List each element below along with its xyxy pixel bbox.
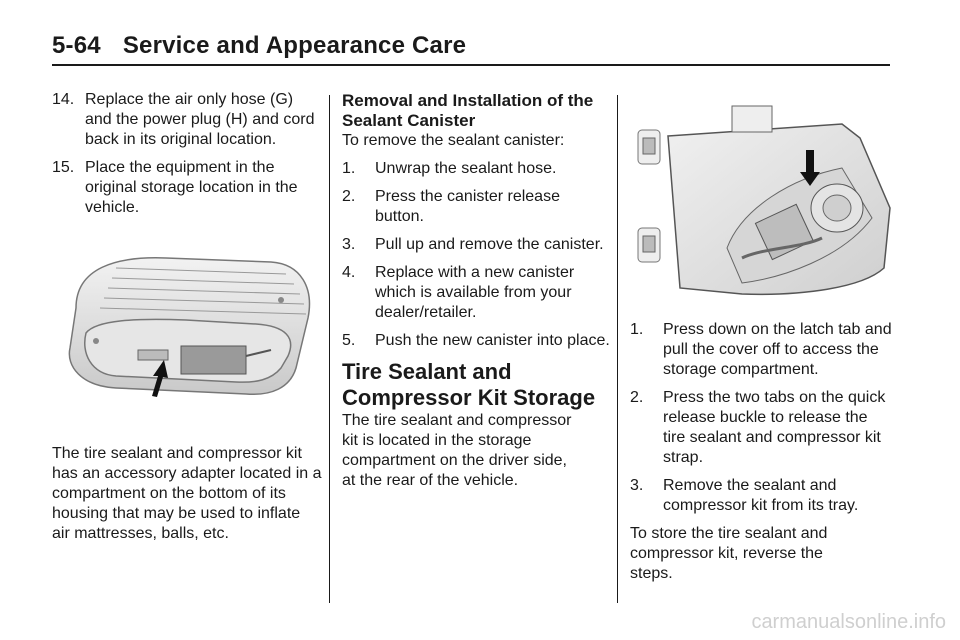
- step-15: [52, 158, 322, 218]
- step-number: 3.: [342, 236, 356, 253]
- step-14: [52, 90, 322, 150]
- reverse-steps-paragraph: To store the tire sealant and compressor kit, reverse the steps.: [630, 525, 828, 582]
- step-number: 15.: [52, 159, 75, 176]
- step-text: Replace with a new canister which is available from your dealer/retailer.: [375, 264, 575, 321]
- step-number: 2.: [630, 389, 644, 406]
- removal-step-2: [342, 187, 610, 227]
- removal-step-1: [342, 159, 610, 179]
- step-text: Press the canister release button.: [375, 188, 560, 225]
- watermark: carmanualsonline.info: [751, 611, 946, 633]
- storage-paragraph: The tire sealant and compressor kit is located in the storage compartment on the driver side, at the rear of the vehicle.: [342, 412, 572, 489]
- column-divider-right: [617, 95, 618, 603]
- storage-step-2: [630, 388, 892, 468]
- removal-step-4: [342, 263, 610, 323]
- compressor-kit-illustration: [56, 238, 321, 408]
- section-title: Service and Appearance Care: [122, 32, 467, 59]
- step-text: Unwrap the sealant hose.: [375, 160, 557, 177]
- accessory-adapter-paragraph: The tire sealant and compressor kit has an accessory adapter located in a compartment on the bottom of its housing that may be used to inflate air mattresses, balls, etc.: [52, 445, 322, 542]
- right-column: [630, 320, 892, 584]
- left-paragraph: [52, 444, 322, 544]
- storage-section-heading: Tire Sealant and Compressor Kit Storage: [342, 359, 596, 410]
- step-text: Pull up and remove the canister.: [375, 236, 604, 253]
- step-number: 3.: [630, 477, 644, 494]
- removal-heading: Removal and Installation of the Sealant Canister: [342, 91, 594, 130]
- storage-compartment-illustration: [632, 98, 892, 298]
- step-number: 5.: [342, 332, 356, 349]
- middle-column: [342, 91, 610, 491]
- left-column: [52, 90, 322, 226]
- step-number: 1.: [630, 321, 644, 338]
- page-header: [52, 32, 466, 60]
- removal-step-5: [342, 331, 610, 351]
- storage-step-1: [630, 320, 892, 380]
- step-text: Remove the sealant and compressor kit from its tray.: [663, 477, 859, 514]
- step-text: Press down on the latch tab and pull the cover off to access the storage compartment.: [663, 321, 892, 378]
- step-number: 4.: [342, 264, 356, 281]
- step-number: 1.: [342, 160, 356, 177]
- step-number: 2.: [342, 188, 356, 205]
- removal-step-3: [342, 235, 610, 255]
- step-number: 14.: [52, 91, 75, 108]
- step-text: Replace the air only hose (G) and the power plug (H) and cord back in its original location.: [85, 91, 315, 148]
- removal-intro: To remove the sealant canister:: [342, 132, 565, 149]
- header-rule: [52, 64, 890, 66]
- step-text: Push the new canister into place.: [375, 332, 610, 349]
- step-text: Place the equipment in the original storage location in the vehicle.: [85, 159, 298, 216]
- storage-step-3: [630, 476, 892, 516]
- column-divider-left: [329, 95, 330, 603]
- step-text: Press the two tabs on the quick release buckle to release the tire sealant and compressor kit strap.: [663, 389, 886, 466]
- page-number: 5-64: [52, 32, 101, 59]
